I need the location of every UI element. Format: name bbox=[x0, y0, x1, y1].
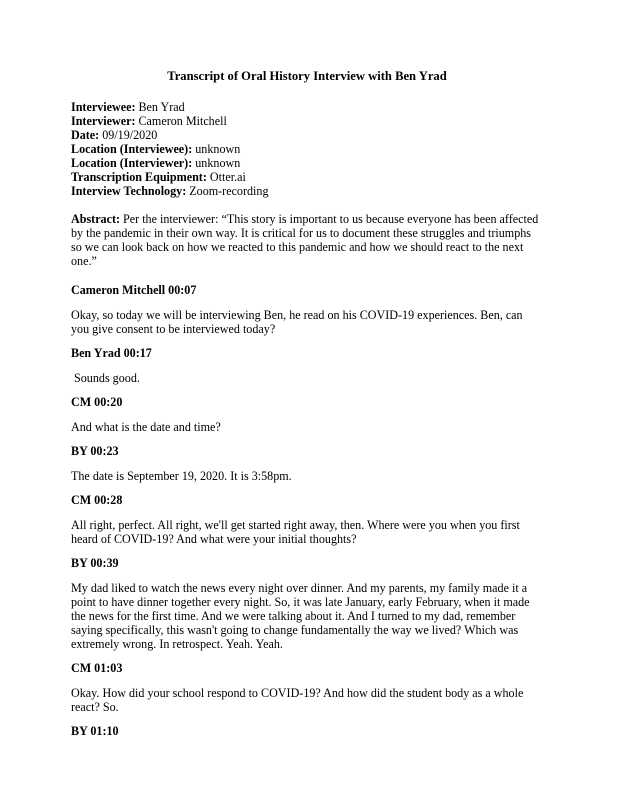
metadata-line-date bbox=[71, 128, 543, 142]
metadata-label: Location (Interviewer): bbox=[71, 156, 193, 170]
speaker-heading: CM 00:20 bbox=[71, 395, 123, 409]
speech-paragraph: And what is the date and time? bbox=[71, 419, 221, 434]
speaker-heading: Ben Yrad 00:17 bbox=[71, 346, 152, 360]
metadata-line-interviewer bbox=[71, 114, 543, 128]
metadata-label: Date: bbox=[71, 128, 100, 142]
metadata-line-location-interviewee bbox=[71, 142, 543, 156]
speech-paragraph: Sounds good. bbox=[71, 370, 140, 385]
metadata-value: Zoom-recording bbox=[186, 184, 269, 198]
metadata-value: unknown bbox=[192, 142, 241, 156]
abstract-paragraph bbox=[71, 212, 543, 268]
metadata-line-interview-technology bbox=[71, 184, 543, 198]
abstract-text: Per the interviewer: “This story is important to us because everyone has been affected by the pandemic in their own way. It is critical for us to document these struggles and triumphs so we can look back on how we reacted to this pandemic and how we should react to the next one.” bbox=[71, 212, 542, 268]
speaker-heading: CM 00:28 bbox=[71, 493, 123, 507]
metadata-block bbox=[71, 100, 543, 198]
speech-paragraph: The date is September 19, 2020. It is 3:58pm. bbox=[71, 468, 292, 483]
metadata-line-transcription-equipment bbox=[71, 170, 543, 184]
transcript-body bbox=[71, 283, 543, 738]
abstract-label: Abstract: bbox=[71, 212, 121, 226]
metadata-label: Transcription Equipment: bbox=[71, 170, 207, 184]
metadata-label: Location (Interviewee): bbox=[71, 142, 193, 156]
metadata-line-location-interviewer bbox=[71, 156, 543, 170]
metadata-value: unknown bbox=[192, 156, 241, 170]
metadata-label: Interviewer: bbox=[71, 114, 136, 128]
speech-paragraph: Okay, so today we will be interviewing Ben, he read on his COVID-19 experiences. Ben, can you give consent to be interviewed today? bbox=[71, 307, 526, 336]
speaker-heading: BY 00:39 bbox=[71, 556, 119, 570]
metadata-label: Interview Technology: bbox=[71, 184, 187, 198]
speaker-heading: BY 01:10 bbox=[71, 724, 119, 738]
speaker-heading: CM 01:03 bbox=[71, 661, 123, 675]
metadata-value: Cameron Mitchell bbox=[135, 114, 227, 128]
speech-paragraph: Okay. How did your school respond to COVID-19? And how did the student body as a whole react? So. bbox=[71, 685, 527, 714]
metadata-value: Ben Yrad bbox=[135, 100, 185, 114]
metadata-value: 09/19/2020 bbox=[99, 128, 158, 142]
speaker-heading: Cameron Mitchell 00:07 bbox=[71, 283, 197, 297]
metadata-line-interviewee bbox=[71, 100, 543, 114]
speaker-heading: BY 00:23 bbox=[71, 444, 119, 458]
metadata-label: Interviewee: bbox=[71, 100, 136, 114]
metadata-value: Otter.ai bbox=[206, 170, 246, 184]
document-title: Transcript of Oral History Interview with Ben Yrad bbox=[167, 69, 447, 83]
speech-paragraph: All right, perfect. All right, we'll get started right away, then. Where were you when you first heard of COVID-19? And what were your initial thoughts? bbox=[71, 517, 523, 546]
speech-paragraph: My dad liked to watch the news every night over dinner. And my parents, my family made it a point to have dinner together every night. So, it was late January, early February, when it made the news for the first time. And we were talking about it. And I turned to my dad, remember saying specifically, this wasn't going to change fundamentally the way we lived? Which was extremely wrong. In retrospect. Yeah. Yeah. bbox=[71, 580, 533, 651]
